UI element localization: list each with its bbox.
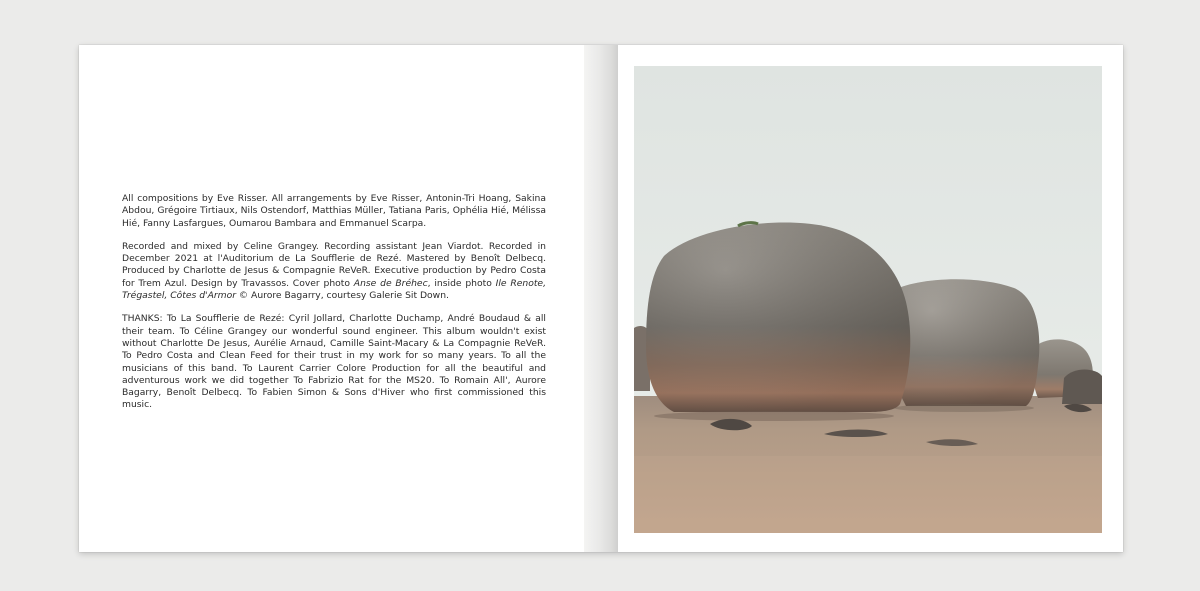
credits-text-block — [122, 193, 546, 423]
photo-page — [618, 45, 1123, 552]
cover-photo-title: Anse de Bréhec — [353, 277, 428, 289]
booklet-fold — [584, 45, 618, 552]
compositions-paragraph: All compositions by Eve Risser. All arrangements by Eve Risser, Antonin-Tri Hoang, Sakina Abdou, Grégoire Tirtiaux, Nils Ostendorf, Matthias Müller, Tatiana Paris, Ophélia Hié, Mélissa Hié, Fanny Lasfargues, Oumarou Bambara and Emmanuel Scarpa. — [122, 193, 546, 229]
thanks-paragraph: THANKS: To La Soufflerie de Rezé: Cyril Jollard, Charlotte Duchamp, André Boudaud & all their team. To Céline Grangey our wonderful sound engineer. This album wouldn't exist without Charlotte De Jesus, Aurélie Arnaud, Camille Saint-Macary & La Compagnie ReVeR. To Pedro Costa and Clean Feed for their trust in my work for so many years. To all the musicians of this band. To Laurent Carrier Colore Production for all the beautiful and adventurous work we did together To Fabrizio Rat for the MS20. To Romain All', Aurore Bagarry, Benoît Delbecq. To Fabien Simon & Sons d'Hiver who first commissioned this music. — [122, 313, 546, 411]
recording-paragraph — [122, 241, 546, 302]
credits-page — [79, 45, 584, 552]
inside-photo-title: Ile Renote, Trégastel, Côtes d'Armor — [122, 277, 546, 302]
recording-text-2: , inside photo — [427, 277, 496, 289]
recording-text-3: © Aurore Bagarry, courtesy Galerie Sit Down. — [236, 290, 449, 302]
cd-booklet-spread — [79, 45, 1123, 552]
recording-text-1: Recorded and mixed by Celine Grangey. Recording assistant Jean Viardot. Recorded in December 2021 at l'Auditorium de La Soufflerie de Rezé. Mastered by Benoît Delbecq. Produced by Charlotte de Jesus & Compagnie ReVeR. Executive production by Pedro Costa for Trem Azul. Design by Travassos. Cover photo — [122, 240, 546, 289]
boulders-photo — [634, 66, 1102, 533]
